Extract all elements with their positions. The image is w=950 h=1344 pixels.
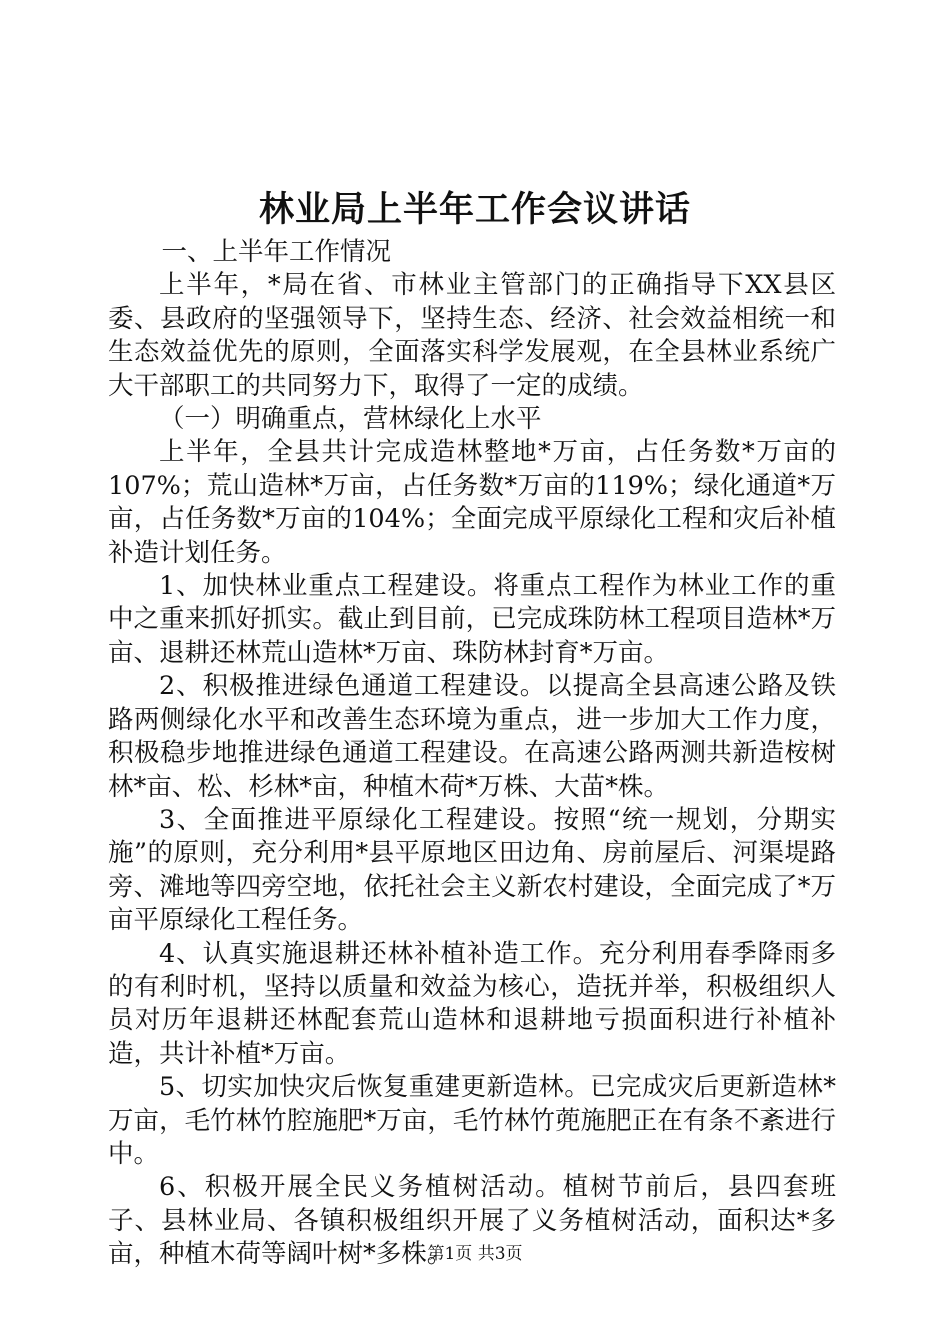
list-item: 5、切实加快灾后恢复重建更新造林。已完成灾后更新造林*万亩，毛竹林竹腔施肥*万亩，毛竹林竹蔸施肥正在有条不紊进行中。	[108, 1072, 836, 1169]
section-heading: 一、上半年工作情况	[161, 237, 392, 267]
document-title: 林业局上半年工作会议讲话	[258, 189, 691, 230]
list-item: 6、积极开展全民义务植树活动。植树节前后，县四套班子、县林业局、各镇积极组织开展了义务植树活动，面积达*多亩，种植木荷等阔叶树*多株。	[108, 1172, 836, 1270]
subsection-heading: （一）明确重点，营林绿化上水平	[159, 404, 542, 435]
list-item: 1、加快林业重点工程建设。将重点工程作为林业工作的重中之重来抓好抓实。截止到目前，已完成珠防林工程项目造林*万亩、退耕还林荒山造林*万亩、珠防林封育*万亩。	[108, 571, 836, 668]
page-footer: 第1页 共3页	[427, 1244, 523, 1264]
paragraph: 上半年，全县共计完成造林整地*万亩，占任务数*万亩的107%；荒山造林*万亩，占任务数*万亩的119%；绿化通道*万亩，占任务数*万亩的104%；全面完成平原绿化工程和灾后补植补造计划任务。	[108, 437, 836, 568]
document-body	[108, 236, 836, 1272]
list-item: 2、积极推进绿色通道工程建设。以提高全县高速公路及铁路两侧绿化水平和改善生态环境为重点，进一步加大工作力度，积极稳步地推进绿色通道工程建设。在高速公路两测共新造桉树林*亩、松、杉林*亩，种植木荷*万株、大苗*株。	[108, 671, 836, 802]
list-item: 4、认真实施退耕还林补植补造工作。充分利用春季降雨多的有利时机，坚持以质量和效益为核心，造抚并举，积极组织人员对历年退耕还林配套荒山造林和退耕地亏损面积进行补植补造，共计补植*万亩。	[108, 938, 836, 1069]
paragraph: 上半年，*局在省、市林业主管部门的正确指导下XX县区委、县政府的坚强领导下，坚持生态、经济、社会效益相统一和生态效益优先的原则，全面落实科学发展观，在全县林业系统广大干部职工的共同努力下，取得了一定的成绩。	[108, 270, 836, 401]
list-item: 3、全面推进平原绿化工程建设。按照“统一规划，分期实施”的原则，充分利用*县平原地区田边角、房前屋后、河渠堤路旁、滩地等四旁空地，依托社会主义新农村建设，全面完成了*万亩平原绿化工程任务。	[108, 804, 836, 936]
